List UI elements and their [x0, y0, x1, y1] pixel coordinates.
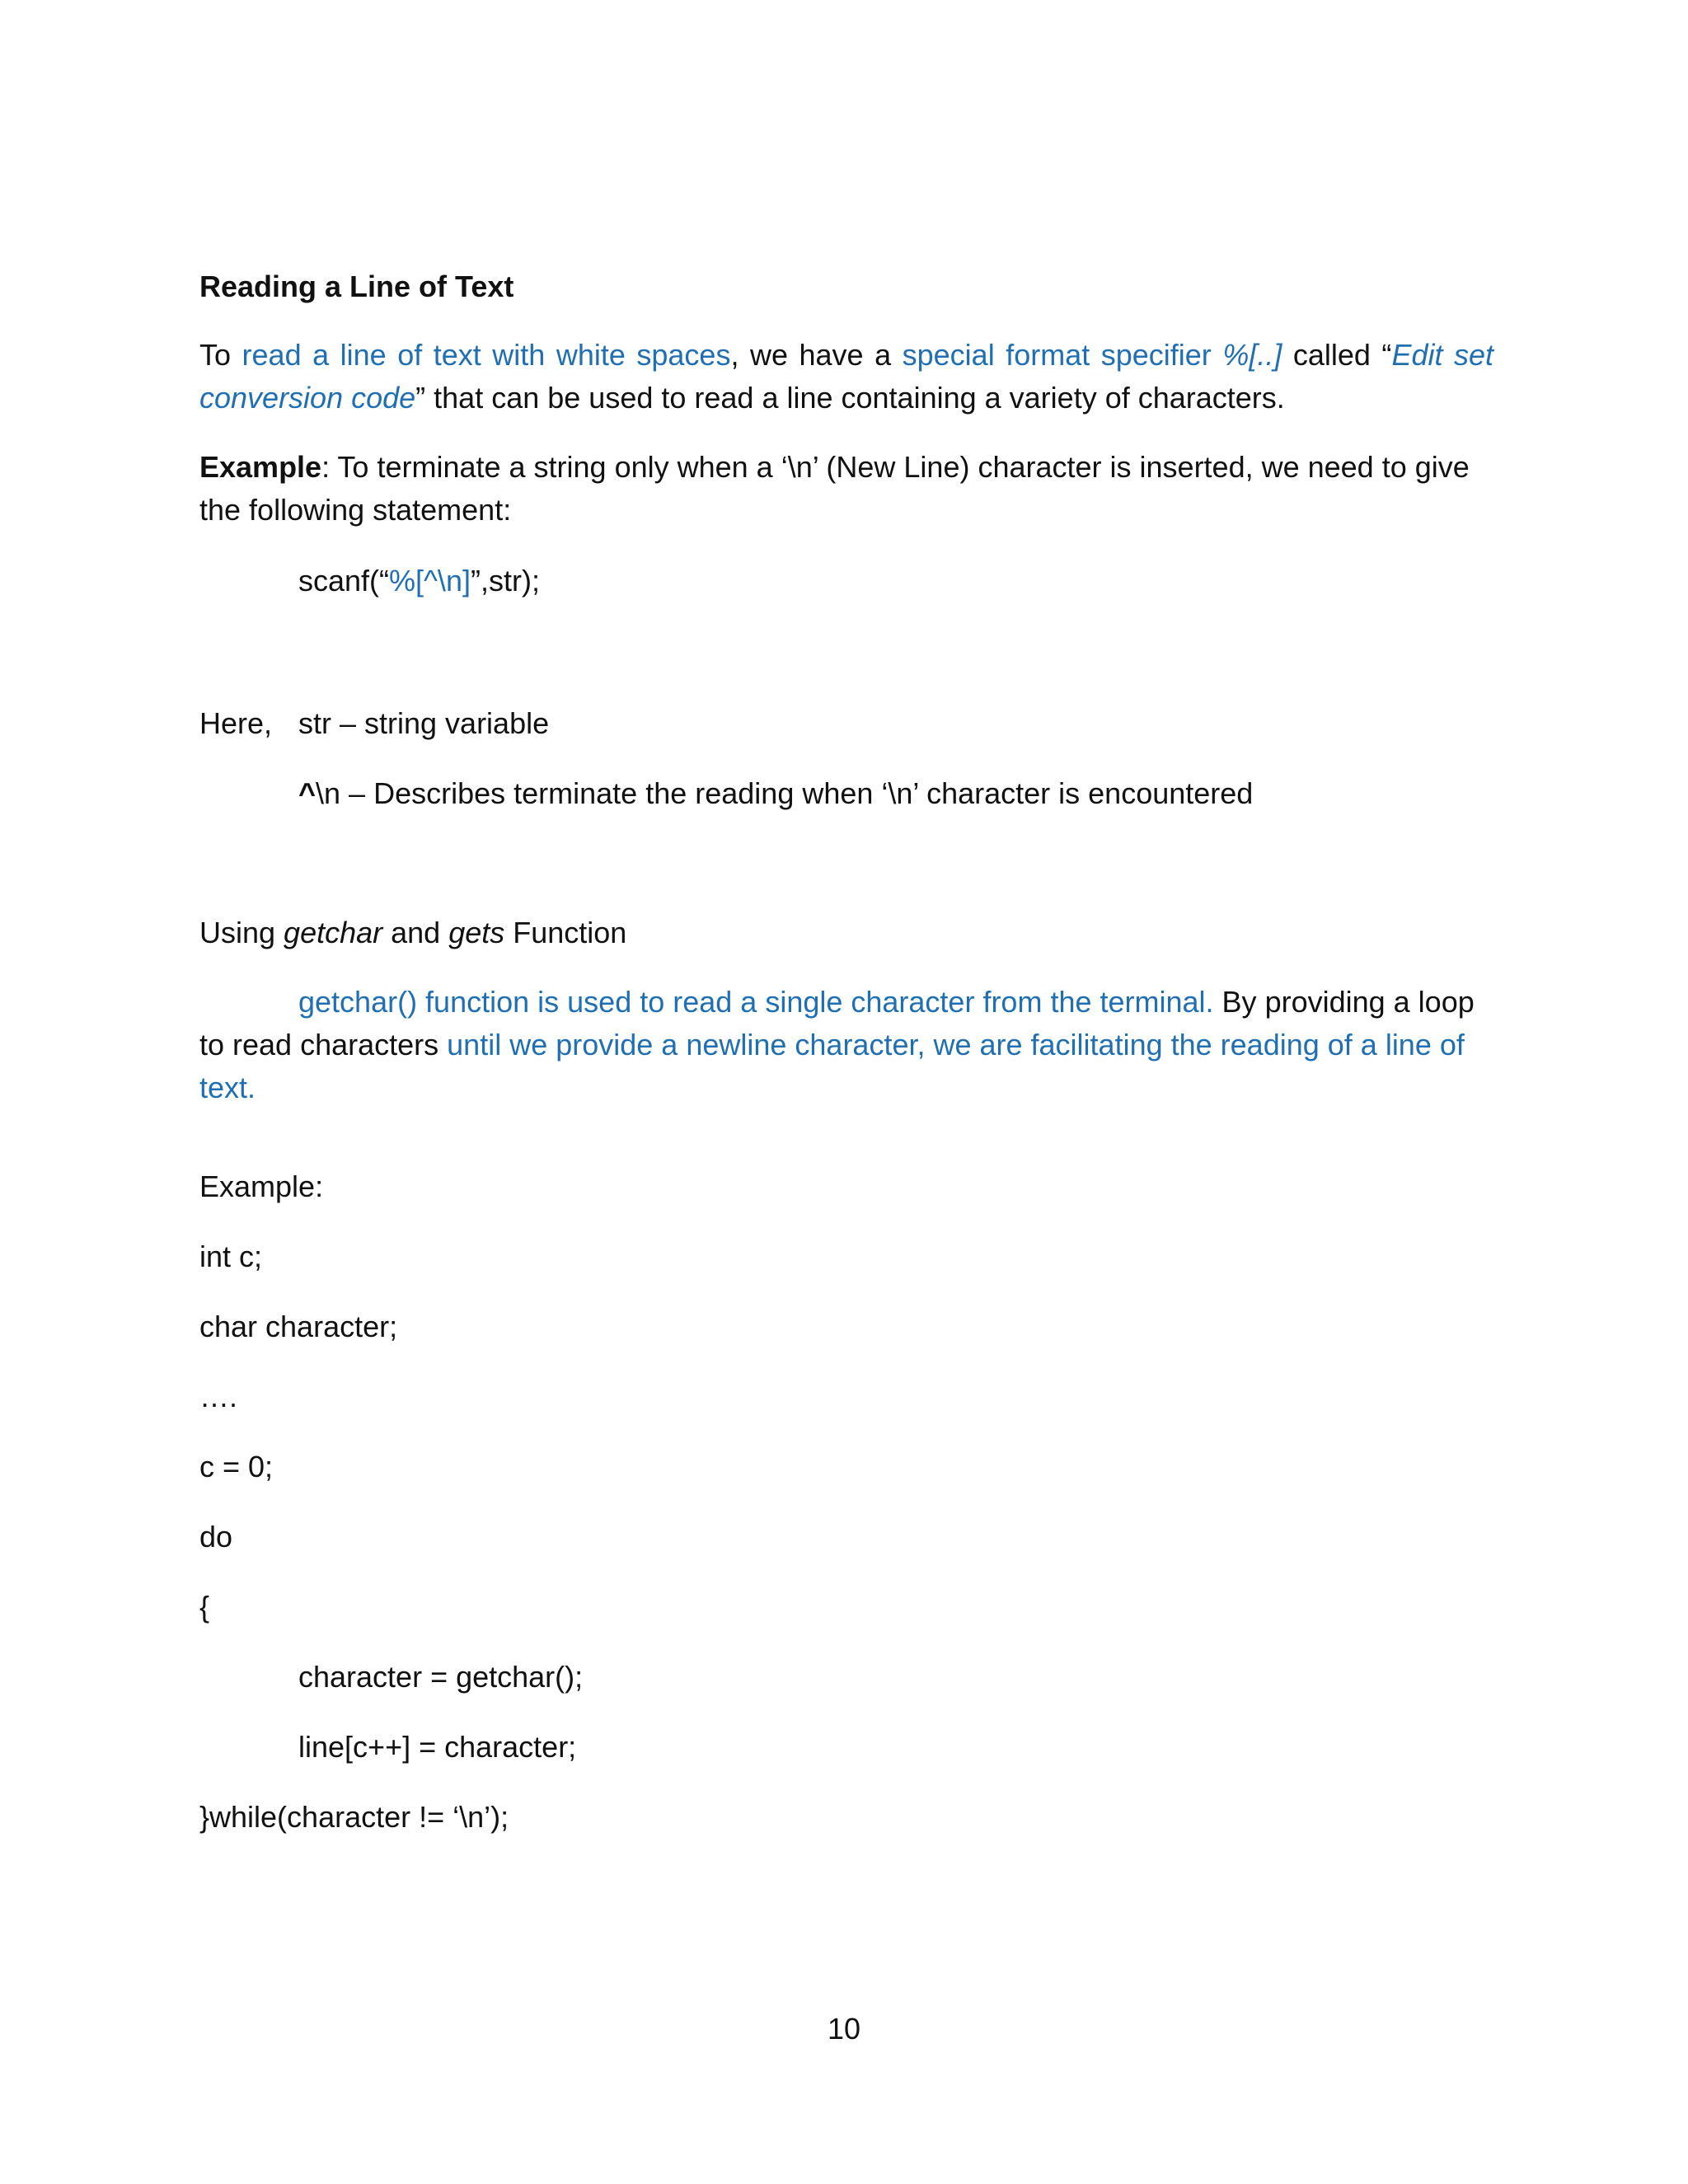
scanf-suffix: ”,str);	[470, 564, 540, 598]
example-text: : To terminate a string only when a ‘\n’ (New Line) character is inserted, we need to give the following statement:	[199, 450, 1470, 527]
getchar-highlight-2: until we provide a newline character, we are facilitating the reading of a line of text.	[199, 1028, 1465, 1104]
intro-highlight-1: read a line of text with white spaces	[241, 338, 731, 372]
code-line: c = 0;	[199, 1450, 274, 1483]
str-description: str – string variable	[298, 706, 550, 740]
caret-symbol: ^	[298, 776, 316, 810]
getchar-text: By providing a loop to read characters	[199, 985, 1475, 1062]
intro-text-2: , we have a	[730, 338, 903, 372]
code-line: character = getchar();	[298, 1660, 584, 1694]
intro-text-4: ” that can be used to read a line containing a variety of characters.	[415, 381, 1285, 415]
caret-text: \n – Describes terminate the reading when ‘\n’ character is encountered	[316, 776, 1254, 810]
code-line: }while(character != ‘\n’);	[199, 1800, 509, 1834]
subheading-text-3: Function	[504, 916, 627, 949]
subheading-gets: gets	[448, 916, 505, 949]
intro-highlight-2: special format specifier	[902, 338, 1223, 372]
scanf-statement	[298, 560, 1592, 602]
page-number: 10	[827, 2012, 861, 2046]
format-specifier: %[..]	[1222, 338, 1282, 372]
getchar-paragraph	[199, 981, 1493, 1109]
intro-text-3: called “	[1282, 338, 1392, 372]
code-line: line[c++] = character;	[298, 1730, 577, 1764]
code-line: do	[199, 1520, 233, 1554]
code-line: ….	[199, 1380, 238, 1413]
getchar-highlight-1: getchar() function is used to read a single character from the terminal.	[298, 985, 1214, 1019]
subheading-getchar: getchar	[284, 916, 383, 949]
code-line: {	[199, 1590, 210, 1624]
getchar-subheading	[199, 912, 1493, 954]
example-paragraph	[199, 446, 1493, 532]
intro-text-1: To	[199, 338, 242, 372]
code-line: int c;	[199, 1240, 263, 1273]
caret-description	[298, 772, 1592, 815]
intro-paragraph	[199, 334, 1493, 419]
subheading-text-1: Using	[199, 916, 284, 949]
code-line: char character;	[199, 1310, 398, 1343]
section-heading: Reading a Line of Text	[199, 269, 514, 303]
edit-set-term: Edit set conversion code	[199, 338, 1494, 415]
subheading-text-2: and	[382, 916, 449, 949]
scanf-format: %[^\n]	[389, 564, 471, 598]
example-label: Example	[199, 450, 322, 484]
scanf-prefix: scanf(“	[298, 564, 390, 598]
here-label: Here,	[199, 706, 273, 740]
code-example-label: Example:	[199, 1169, 324, 1203]
